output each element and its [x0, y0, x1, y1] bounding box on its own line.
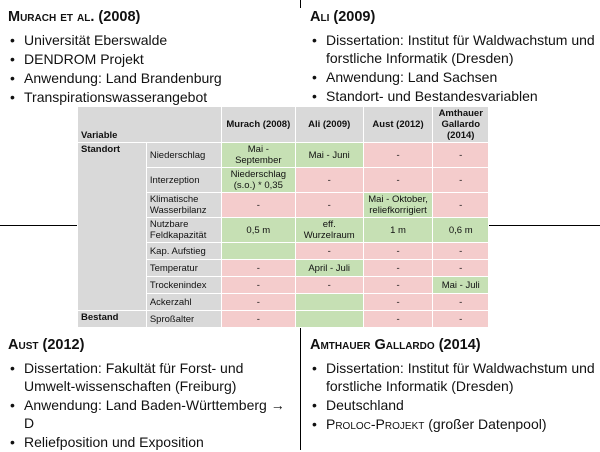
table-cell: -: [221, 294, 295, 311]
bullet-item: • Dissertation: Fakultät für Forst- und Umwelt-wissenschaften (Freiburg): [24, 359, 296, 395]
table-cell: -: [363, 168, 433, 193]
table-cell: -: [221, 260, 295, 277]
table-cell: eff. Wurzelraum: [295, 218, 363, 243]
bullet-item: • Deutschland: [326, 396, 596, 414]
row-label: Temperatur: [146, 260, 221, 277]
row-label: Nutzbare Feldkapazität: [146, 218, 221, 243]
table-cell: Mai - Oktober, reliefkorrigiert: [363, 193, 433, 218]
table-cell: -: [221, 277, 295, 294]
group-standort: Standort: [78, 143, 147, 311]
table-cell: 0,5 m: [221, 218, 295, 243]
table-cell: [221, 243, 295, 260]
table-cell: -: [363, 311, 433, 328]
table-cell: -: [433, 311, 489, 328]
table-cell: [295, 294, 363, 311]
table-cell: -: [295, 168, 363, 193]
table-cell: [295, 311, 363, 328]
table-cell: -: [363, 277, 433, 294]
bullet-item: • Reliefposition und Exposition: [24, 433, 296, 451]
row-label: Niederschlag: [146, 143, 221, 168]
quadrant-title-amthauer: Amthauer Gallardo (2014): [310, 337, 481, 353]
header-amthauer: Amthauer Gallardo (2014): [433, 107, 489, 143]
table-cell: -: [295, 277, 363, 294]
row-label: Trockenindex: [146, 277, 221, 294]
row-label: Ackerzahl: [146, 294, 221, 311]
bullet-item: • Standort- und Bestandesvariablen: [326, 87, 596, 105]
table-cell: -: [295, 193, 363, 218]
bullet-item: • Proloc-Projekt (großer Datenpool): [326, 415, 596, 433]
quadrant-title-murach: Murach et al. (2008): [8, 9, 141, 25]
table-cell: -: [363, 260, 433, 277]
table-cell: 1 m: [363, 218, 433, 243]
header-variable: Variable: [78, 107, 222, 143]
quadrant-title-ali: Ali (2009): [310, 9, 376, 25]
table-header-row: [78, 107, 489, 143]
table-cell: 0,6 m: [433, 218, 489, 243]
bullet-item: • DENDROM Projekt: [24, 50, 304, 68]
quadrant-aust: [4, 336, 296, 452]
bullet-list-murach: [4, 31, 304, 106]
table-cell: -: [363, 243, 433, 260]
table-cell: -: [221, 193, 295, 218]
bullet-list-aust: [4, 359, 296, 451]
table-row: [78, 143, 489, 168]
row-label: Kap. Aufstieg: [146, 243, 221, 260]
row-label: Klimatische Wasserbilanz: [146, 193, 221, 218]
quadrant-murach: [4, 8, 304, 107]
quadrant-title-aust: Aust (2012): [8, 337, 85, 353]
table-cell: -: [295, 243, 363, 260]
table-cell: Mai - Juni: [295, 143, 363, 168]
bullet-item: • Universität Eberswalde: [24, 31, 304, 49]
header-murach: Murach (2008): [221, 107, 295, 143]
comparison-table: [77, 106, 489, 328]
table-cell: -: [433, 168, 489, 193]
table-cell: -: [433, 193, 489, 218]
header-aust: Aust (2012): [363, 107, 433, 143]
bullet-item: • Dissertation: Institut für Waldwachstum und forstliche Informatik (Dresden): [326, 359, 596, 395]
row-label: Interzeption: [146, 168, 221, 193]
table-cell: Mai - Juli: [433, 277, 489, 294]
bullet-list-ali: [306, 31, 596, 105]
bullet-item: • Dissertation: Institut für Waldwachstum und forstliche Informatik (Dresden): [326, 31, 596, 67]
bullet-list-amthauer: [306, 359, 596, 433]
table-cell: Niederschlag (s.o.) * 0,35: [221, 168, 295, 193]
table-cell: -: [433, 243, 489, 260]
table-cell: -: [433, 143, 489, 168]
bullet-item: • Transpirationswasserangebot: [24, 88, 304, 106]
table-row: [78, 311, 489, 328]
row-label: Sproßalter: [146, 311, 221, 328]
quadrant-amthauer: [306, 336, 596, 434]
bullet-item: • Anwendung: Land Baden-Württemberg → D: [24, 396, 296, 432]
table-cell: -: [363, 143, 433, 168]
header-ali: Ali (2009): [295, 107, 363, 143]
table-cell: -: [363, 294, 433, 311]
bullet-item: • Anwendung: Land Sachsen: [326, 68, 596, 86]
group-bestand: Bestand: [78, 311, 147, 328]
table-cell: -: [433, 260, 489, 277]
quadrant-ali: [306, 8, 596, 106]
table-cell: Mai - September: [221, 143, 295, 168]
table-cell: -: [221, 311, 295, 328]
bullet-item: • Anwendung: Land Brandenburg: [24, 69, 304, 87]
table-cell: -: [433, 294, 489, 311]
table-cell: April - Juli: [295, 260, 363, 277]
